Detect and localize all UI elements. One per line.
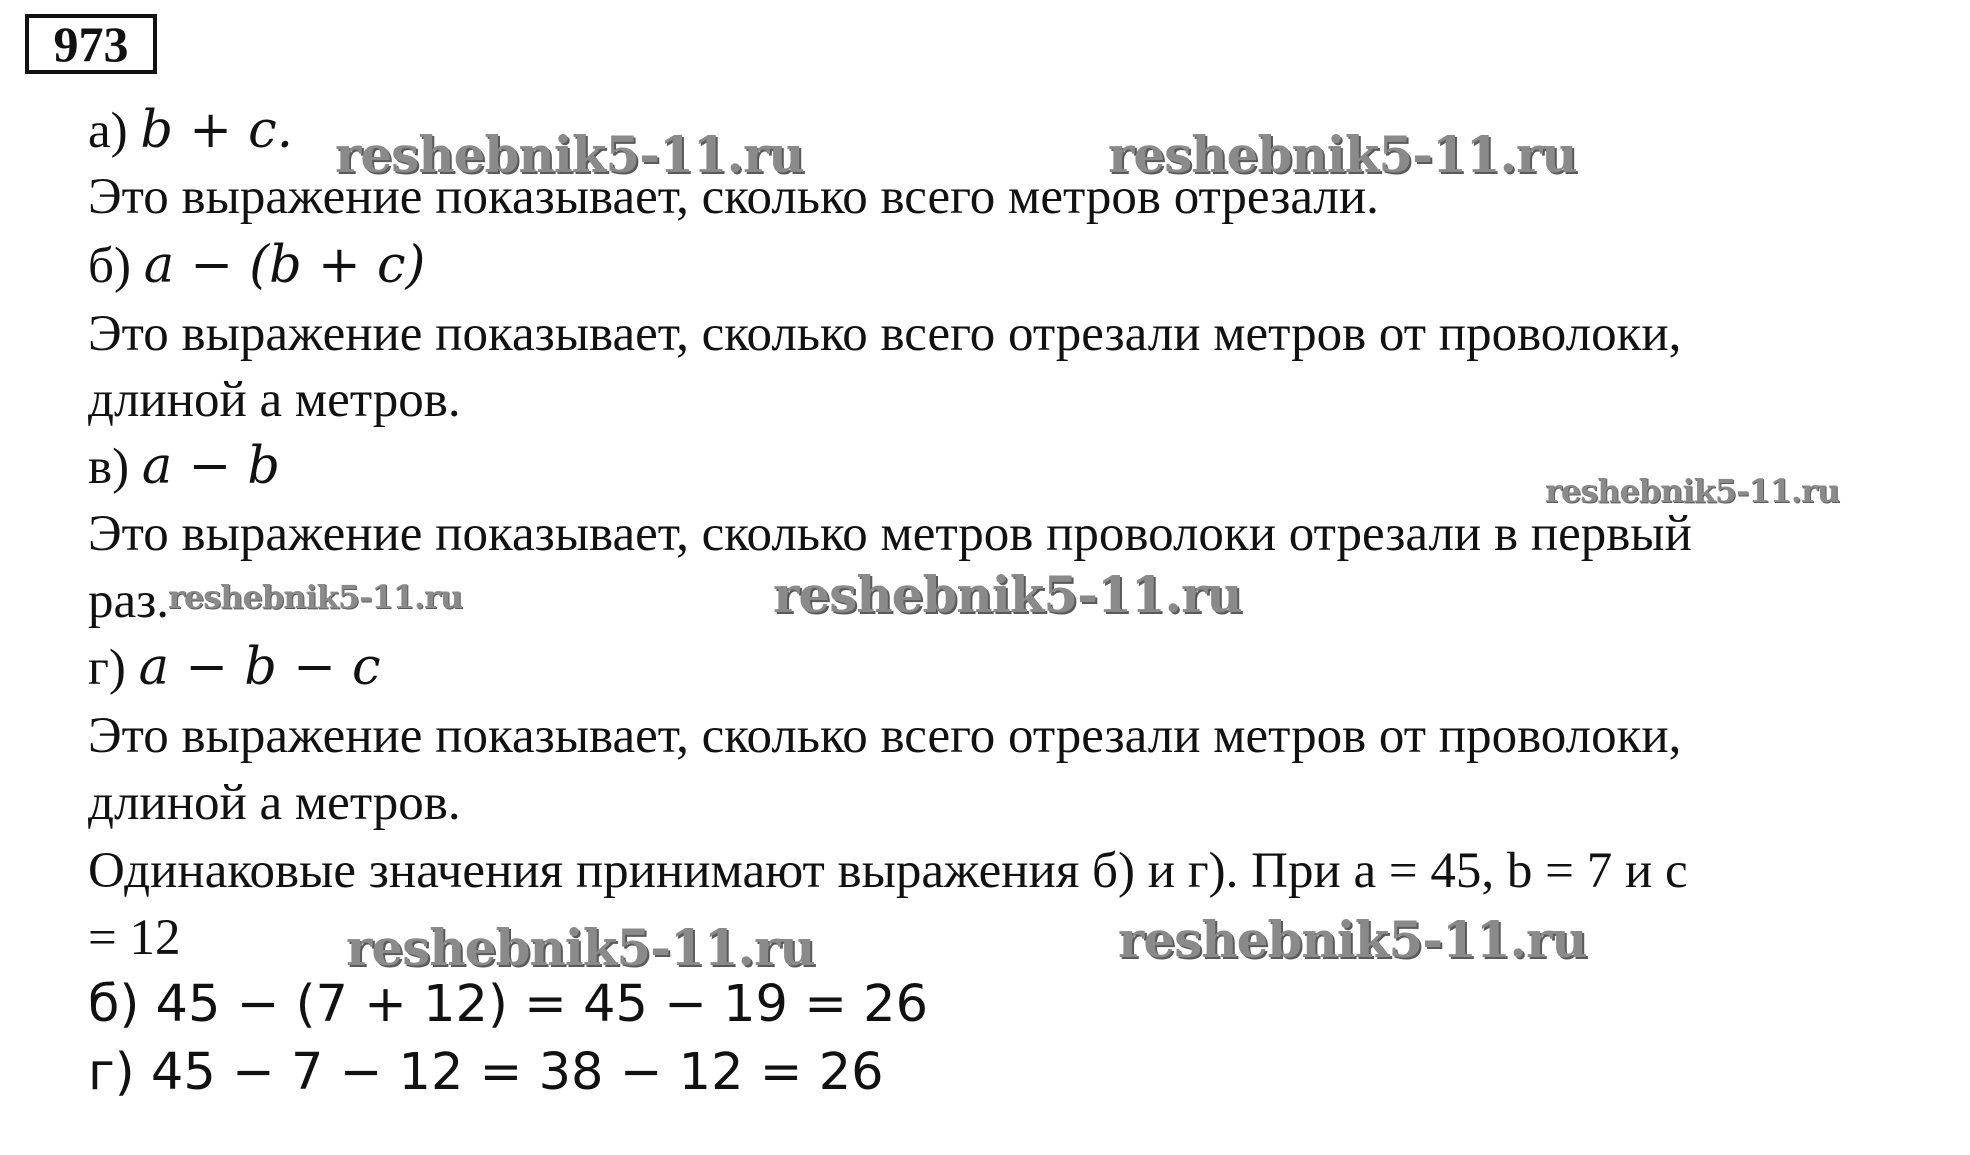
item-v-explanation-2: раз. (88, 573, 170, 629)
watermark-2: reshebnik5-11.ru (1108, 125, 1577, 184)
item-a-label: а) (88, 103, 128, 159)
item-b-heading (88, 236, 425, 296)
watermark-1: reshebnik5-11.ru (335, 125, 804, 184)
item-g-explanation-1: Это выражение показывает, сколько всего отрезали метров от проволоки, (88, 708, 1682, 764)
item-a-heading (88, 101, 293, 161)
item-g-heading (88, 638, 381, 698)
item-a-expression: b + c. (140, 101, 293, 160)
calculation-b: б) 45 − (7 + 12) = 45 − 19 = 26 (88, 975, 929, 1034)
problem-number: 973 (25, 14, 157, 74)
item-v-heading (88, 437, 280, 497)
conclusion-line-1: Одинаковые значения принимают выражения б) и г). При а = 45, b = 7 и с (88, 843, 1688, 899)
item-b-explanation-1: Это выражение показывает, сколько всего отрезали метров от проволоки, (88, 306, 1682, 362)
calculation-g: г) 45 − 7 − 12 = 38 − 12 = 26 (88, 1043, 884, 1102)
item-v-expression: a − b (141, 437, 281, 496)
item-b-explanation-2: длиной а метров. (88, 372, 461, 428)
item-g-label: г) (88, 640, 126, 696)
item-g-explanation-2: длиной а метров. (88, 775, 461, 831)
item-v-label: в) (88, 439, 130, 495)
item-b-expression: a − (b + c) (143, 236, 426, 295)
item-v-explanation-1: Это выражение показывает, сколько метров проволоки отрезали в первый (88, 506, 1692, 562)
item-g-expression: a − b − c (138, 638, 381, 697)
watermark-5: reshebnik5-11.ru (773, 565, 1242, 624)
item-a-explanation: Это выражение показывает, сколько всего метров отрезали. (88, 169, 1379, 225)
watermark-4: reshebnik5-11.ru (168, 578, 463, 616)
item-b-label: б) (88, 238, 131, 294)
watermark-6: reshebnik5-11.ru (346, 918, 815, 977)
watermark-7: reshebnik5-11.ru (1118, 910, 1587, 969)
watermark-3: reshebnik5-11.ru (1545, 472, 1840, 510)
conclusion-line-2: = 12 (88, 910, 181, 966)
